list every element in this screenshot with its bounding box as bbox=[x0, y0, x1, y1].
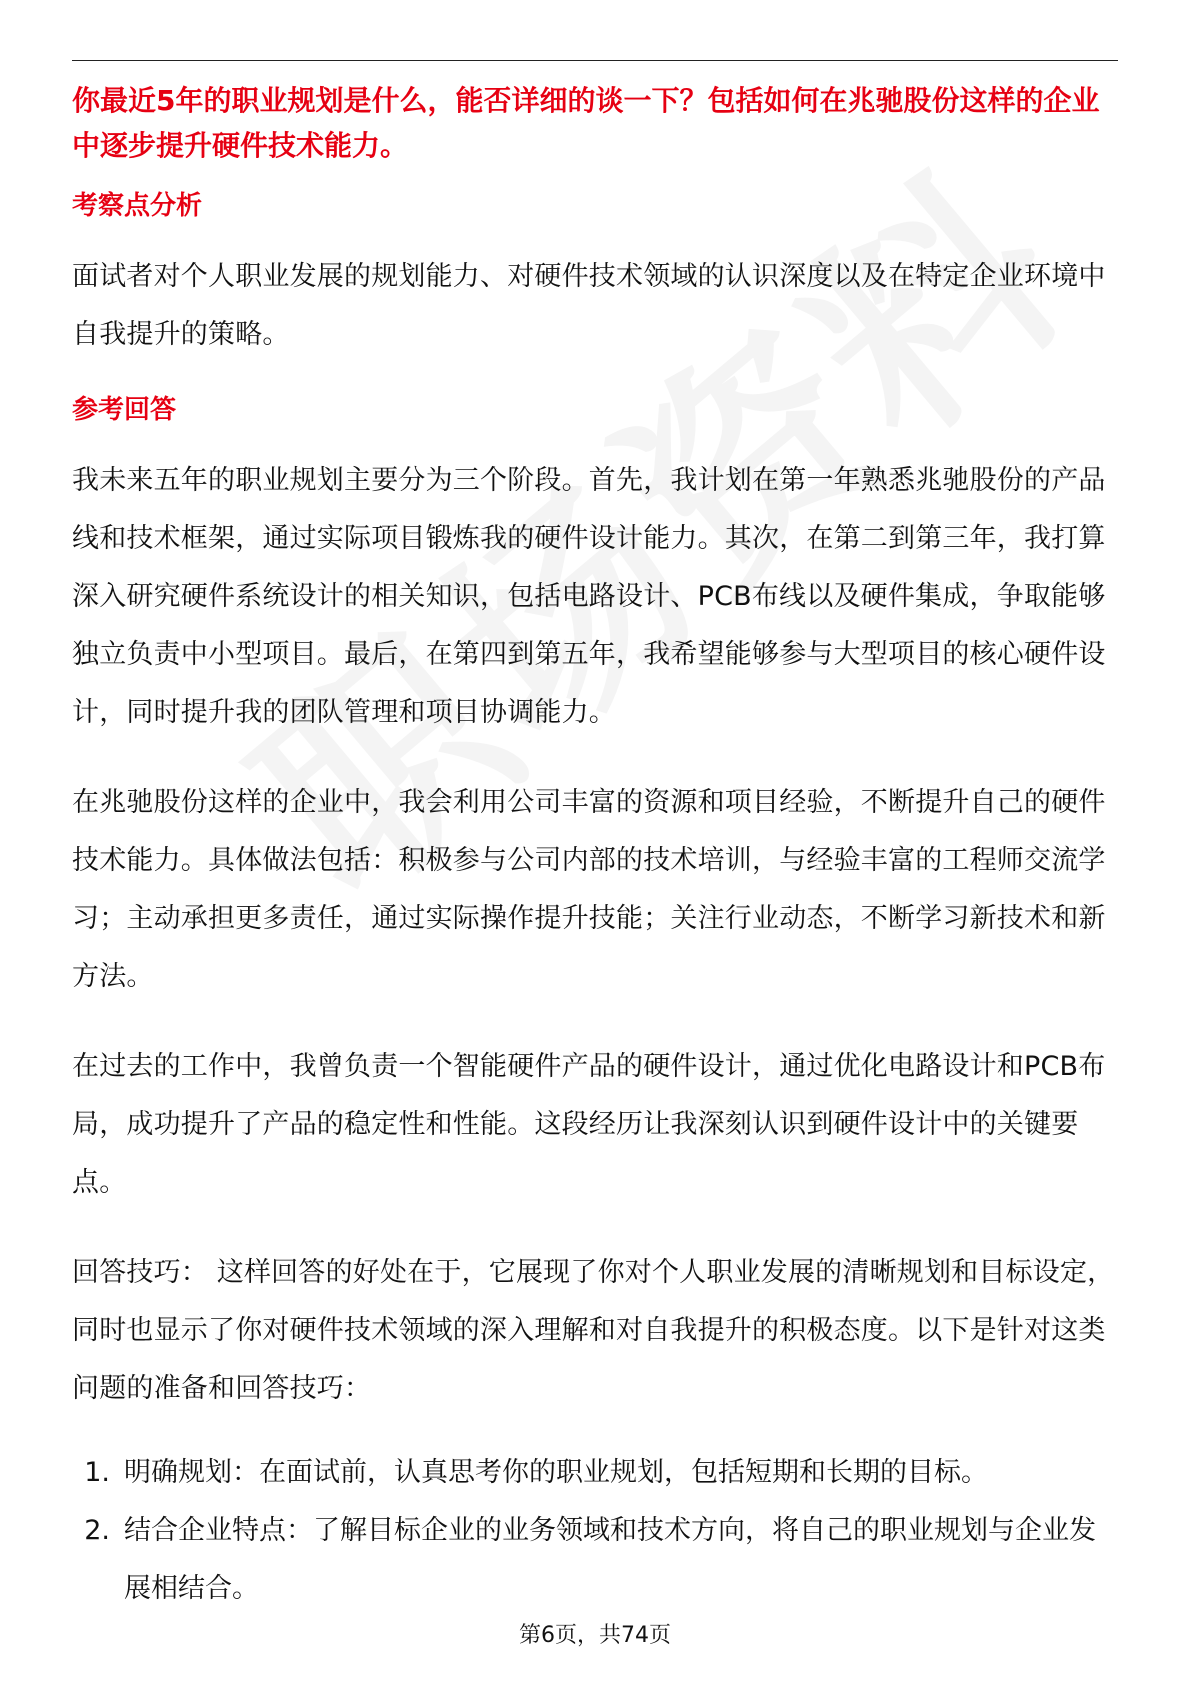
answer-heading: 参考回答 bbox=[72, 395, 177, 425]
analysis-heading: 考察点分析 bbox=[72, 191, 203, 221]
tips-intro: 回答技巧： 这样回答的好处在于，它展现了你对个人职业发展的清晰规划和目标设定，同时也显示了你对硬件技术领域的深入理解和对自我提升的积极态度。以下是针对这类问题的准备和回答技巧： bbox=[72, 1257, 1115, 1404]
page-content bbox=[72, 78, 1120, 1618]
page-number: 第6页，共74页 bbox=[519, 1623, 671, 1648]
list-item-text: 结合企业特点：了解目标企业的业务领域和技术方向，将自己的职业规划与企业发展相结合。 bbox=[124, 1515, 1096, 1604]
question-title: 你最近5年的职业规划是什么，能否详细的谈一下？包括如何在兆驰股份这样的企业中逐步提升硬件技术能力。 bbox=[72, 84, 1100, 162]
list-item bbox=[72, 1444, 1120, 1502]
answer-paragraph-1: 我未来五年的职业规划主要分为三个阶段。首先，我计划在第一年熟悉兆驰股份的产品线和技术框架，通过实际项目锻炼我的硬件设计能力。其次，在第二到第三年，我打算深入研究硬件系统设计的相关知识，包括电路设计、PCB布线以及硬件集成，争取能够独立负责中小型项目。最后，在第四到第五年，我希望能够参与大型项目的核心硬件设计，同时提升我的团队管理和项目协调能力。 bbox=[72, 465, 1106, 728]
analysis-text: 面试者对个人职业发展的规划能力、对硬件技术领域的认识深度以及在特定企业环境中自我提升的策略。 bbox=[72, 261, 1106, 350]
answer-paragraph-2: 在兆驰股份这样的企业中，我会利用公司丰富的资源和项目经验，不断提升自己的硬件技术能力。具体做法包括：积极参与公司内部的技术培训，与经验丰富的工程师交流学习；主动承担更多责任，通过实际操作提升技能；关注行业动态，不断学习新技术和新方法。 bbox=[72, 787, 1106, 992]
list-item-text: 明确规划：在面试前，认真思考你的职业规划，包括短期和长期的目标。 bbox=[124, 1457, 988, 1488]
answer-paragraph-3: 在过去的工作中，我曾负责一个智能硬件产品的硬件设计，通过优化电路设计和PCB布局，成功提升了产品的稳定性和性能。这段经历让我深刻认识到硬件设计中的关键要点。 bbox=[72, 1051, 1106, 1198]
list-item-number: 1. bbox=[84, 1457, 110, 1488]
header-rule bbox=[72, 60, 1118, 61]
list-item-number: 2. bbox=[84, 1515, 110, 1546]
list-item bbox=[72, 1502, 1120, 1618]
tips-list bbox=[72, 1444, 1120, 1618]
